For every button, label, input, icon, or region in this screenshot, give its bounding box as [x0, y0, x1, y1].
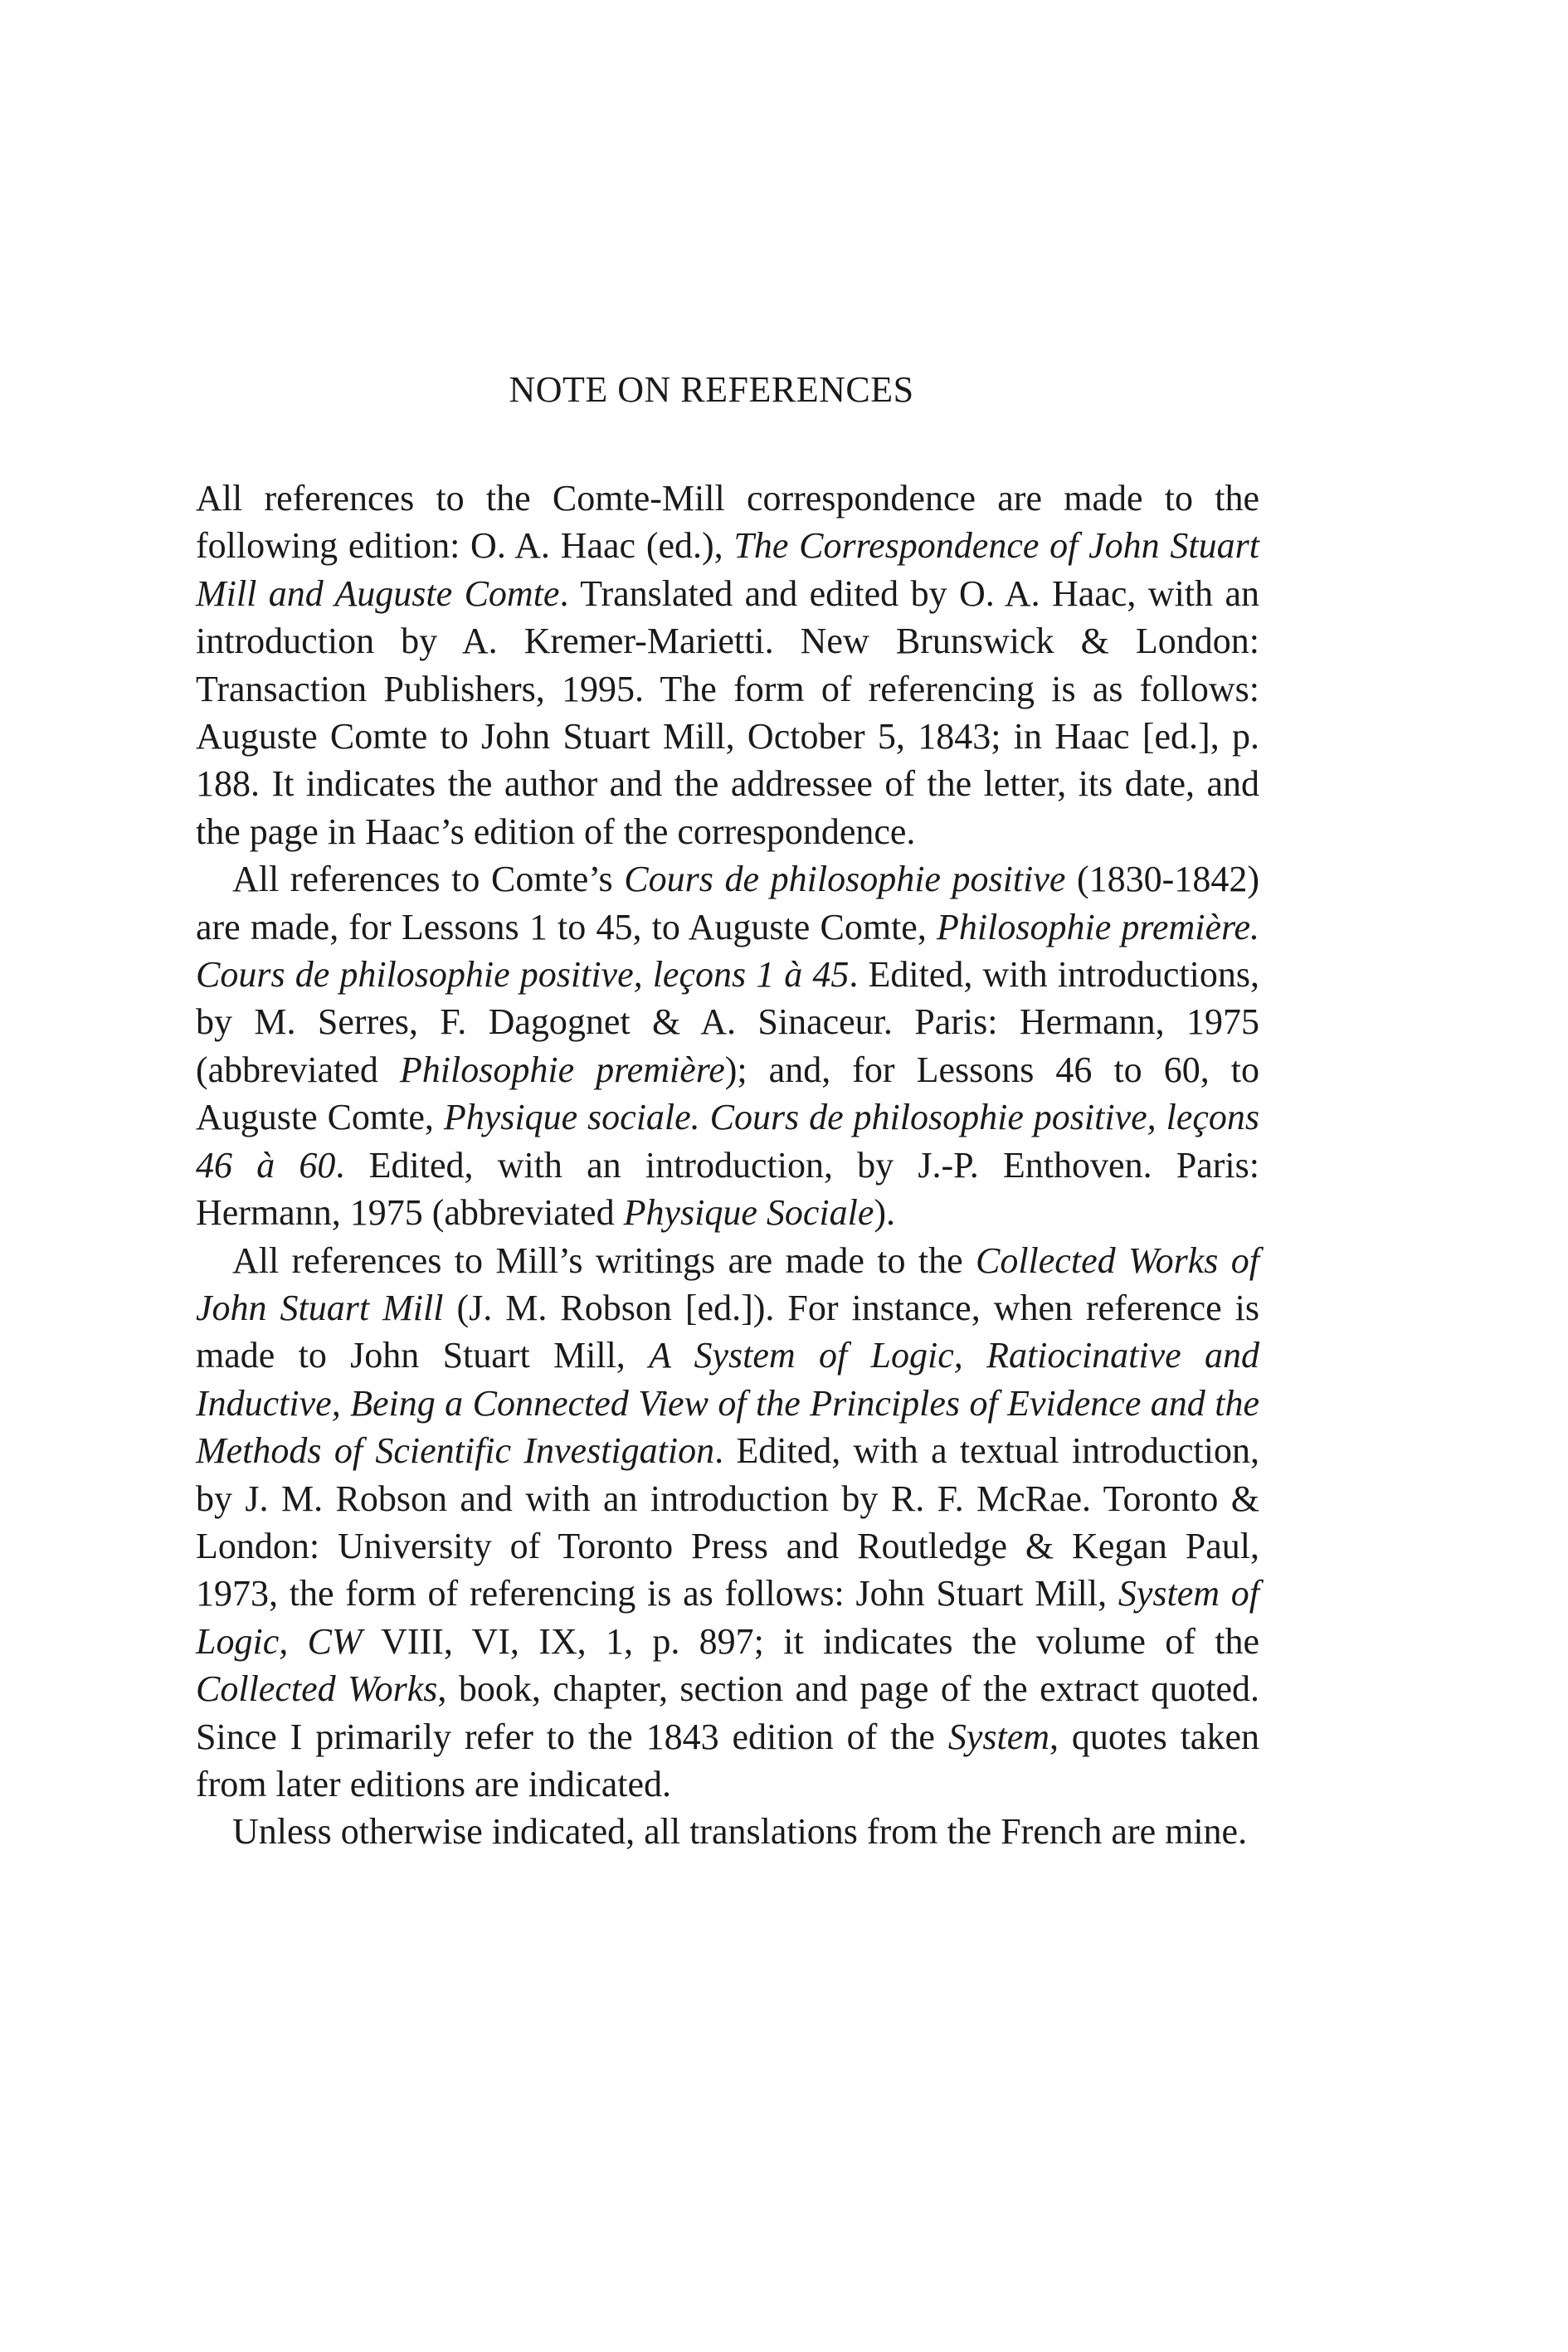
page-title: NOTE ON REFERENCES — [509, 369, 914, 410]
text-run: . Edited, with a textual introduction, by J. M. Robson and with an introduction by R. F. McRae. Toronto & London: University of Toronto Press and Routledge & Kegan Paul, 1973, the form of referencing is as follows: John Stuart Mill, — [196, 1430, 1259, 1614]
paragraph-comte-cours — [196, 855, 1259, 1236]
italic-title: System — [947, 1716, 1050, 1757]
text-run: . Translated and edited by O. A. Haac, with an introduction by A. Kremer-Marietti. New Brunswick & London: Transaction Publishers, 1995. The form of referencing is as follows: Auguste Comte to John Stuart Mill, October 5, 1843; in Haac [ed.], p. 188. It indicates the author and the addressee of the letter, its date, and the page in Haac’s edition of the correspondence. — [196, 572, 1259, 852]
text-run: . Edited, with an introduction, by J.-P. Enthoven. Paris: Hermann, 1975 (abbreviated — [196, 1144, 1259, 1234]
text-run: All references to Mill’s writings are made to the — [232, 1239, 976, 1281]
paragraph-translations — [196, 1808, 1259, 1855]
italic-title: The Correspondence of John Stuart Mill and Auguste Comte — [196, 525, 1259, 614]
italic-title: Cours de philosophie positive — [624, 859, 1066, 900]
italic-title: System of Logic, CW — [196, 1573, 1260, 1662]
text-run: . Edited, with introductions, by M. Serres, F. Dagognet & A. Sinaceur. Paris: Hermann, 1975 (abbreviated — [196, 954, 1259, 1090]
body-text — [196, 475, 1259, 1856]
italic-title: Collected Works of John Stuart Mill — [196, 1239, 1259, 1328]
italic-title: Physique Sociale — [623, 1192, 874, 1234]
text-run: , book, chapter, section and page of the extract quoted. Since I primarily refer to the 1843 edition of the — [196, 1668, 1259, 1757]
italic-title: A System of Logic, Ratiocinative and Inductive, Being a Connected View of the Principles of Evidence and the Methods of Scientific Investigation — [196, 1335, 1259, 1472]
text-run: All references to Comte’s — [232, 859, 625, 900]
text-run: (J. M. Robson [ed.]). For instance, when reference is made to John Stuart Mill, — [196, 1287, 1259, 1376]
italic-title: Philosophie première — [399, 1049, 725, 1090]
text-run: , quotes taken from later editions are indicated. — [196, 1716, 1259, 1804]
paragraph-correspondence — [196, 475, 1259, 855]
text-run: VIII, VI, IX, 1, p. 897; it indicates the volume of the — [362, 1620, 1259, 1662]
italic-title: Philosophie première. Cours de philosophie positive, leçons 1 à 45 — [196, 906, 1259, 996]
text-run: All references to the Comte-Mill correspondence are made to the following edition: O. A. Haac (ed.), — [196, 478, 1259, 567]
text-run: (1830-1842) are made, for Lessons 1 to 45, to Auguste Comte, — [196, 859, 1259, 947]
paragraph-mill-works — [196, 1237, 1259, 1809]
text-run: ); and, for Lessons 46 to 60, to Auguste Comte, — [196, 1049, 1260, 1138]
italic-title: Collected Works — [196, 1668, 438, 1710]
italic-title: Physique sociale. Cours de philosophie positive, leçons 46 à 60 — [196, 1097, 1259, 1186]
text-run: ). — [874, 1192, 896, 1234]
text-run: Unless otherwise indicated, all translations from the French are mine. — [232, 1811, 1248, 1853]
